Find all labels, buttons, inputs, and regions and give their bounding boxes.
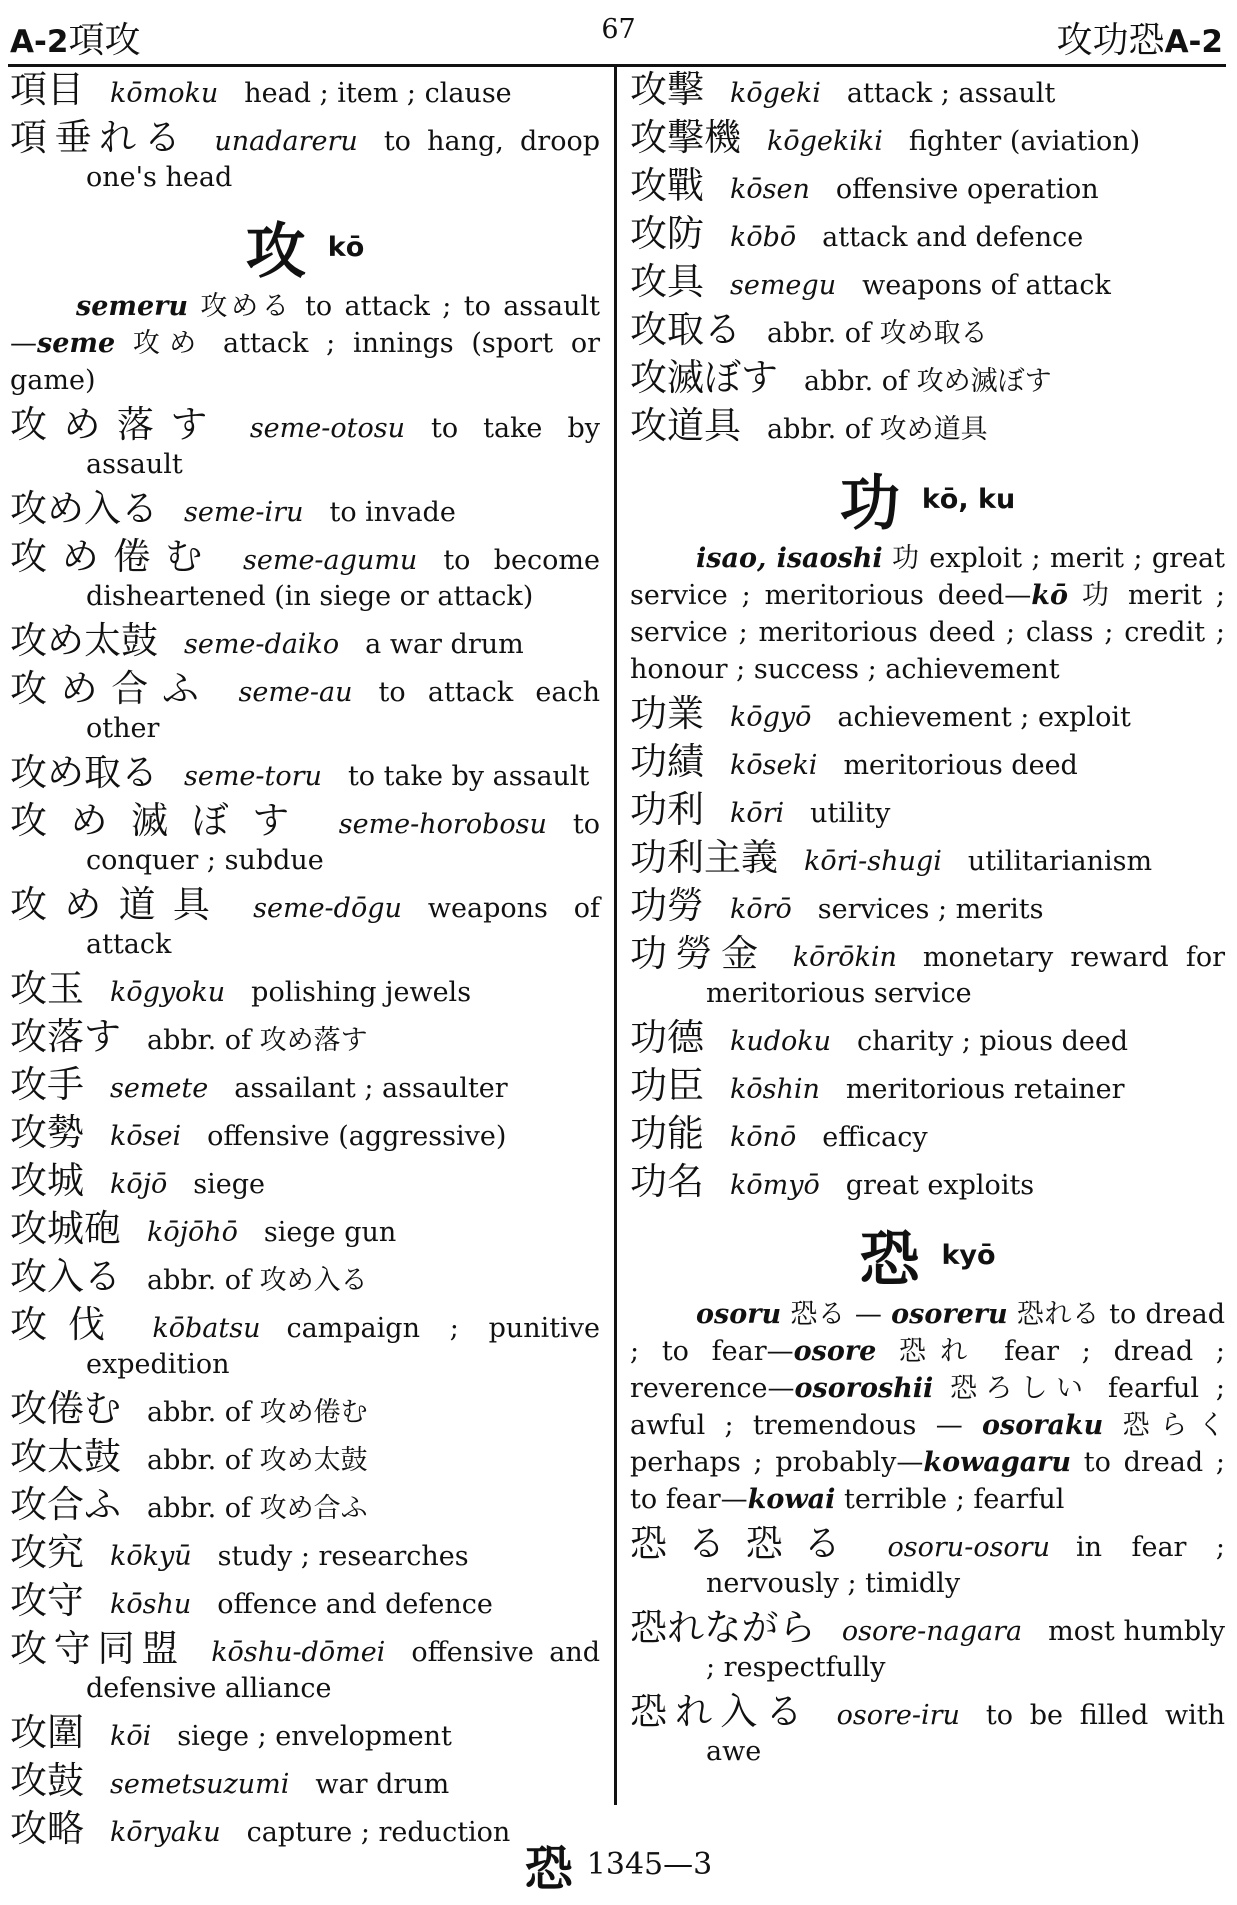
entry-meaning: to take by assault [86,413,600,480]
entry-kanji: 攻手 [10,1063,84,1106]
entry-reading: semete [110,1073,209,1104]
entry-meaning: a war drum [365,629,524,660]
right-column [630,68,1226,1778]
def-text: 恐れ fear ; dread ; reverence— [630,1336,1225,1404]
def-word: osoreru [891,1299,1008,1330]
entry-reading: kōjō [110,1169,168,1200]
entry-kanji: 攻伐 [10,1303,127,1346]
entry-reading: kōjōhō [147,1217,238,1248]
def-word: kowagaru [923,1447,1072,1478]
def-word: isao, isaoshi [696,543,883,574]
entry-kanji: 攻め取る [10,751,158,794]
entry-reading: semegu [730,270,837,301]
dictionary-entry [10,967,600,1011]
entry-reading: kōsei [110,1121,182,1152]
entry-kanji: 攻守 [10,1579,84,1622]
dictionary-entry [630,884,1225,928]
entry-reading: kōgeki [730,78,821,109]
dictionary-entry [10,667,601,747]
header-rule [8,64,1226,67]
entry-kanji: 項垂れる [10,116,189,159]
def-word: osoroshii [794,1373,934,1404]
entry-reading: kōgyoku [110,977,226,1008]
left-entries [10,403,601,1851]
entry-meaning: attack and defence [822,222,1084,253]
entry-kanji: 攻勢 [10,1111,84,1154]
dictionary-entry [630,788,1225,832]
dictionary-entry [10,1435,600,1479]
left-column [10,68,601,1859]
entry-meaning: abbr. of 攻め落す [147,1025,368,1056]
entry-meaning: most humbly ; respectfully [706,1616,1225,1683]
dictionary-entry [10,1015,600,1059]
right-entries-kou [630,692,1225,1204]
entry-reading: kōryaku [110,1817,221,1848]
entry-kanji: 攻落す [10,1015,121,1058]
definition-kyou [630,1296,1225,1518]
entry-reading: kōshu-dōmei [211,1637,386,1668]
entry-reading: kōsen [730,174,810,205]
entry-meaning: abbr. of 攻め入る [147,1265,368,1296]
entry-kanji: 攻滅ぼす [630,356,778,399]
entry-reading: kōkyū [110,1541,192,1572]
dictionary-entry [630,1016,1225,1060]
entry-reading: kōshin [730,1074,820,1105]
entry-meaning: to attack each other [86,677,601,744]
def-text: 攻める to attack ; to assault — [10,291,600,359]
entry-reading: kōbō [730,222,797,253]
entry-reading: kōrōkin [792,942,897,973]
entry-kanji: 攻圍 [10,1711,84,1754]
entry-reading: kōseki [730,750,818,781]
heading-kanji-kou2 [630,456,1225,539]
entry-meaning: to hang, droop one's head [86,126,600,193]
entry-meaning: offensive (aggressive) [207,1121,507,1152]
entry-reading: kōgyō [730,702,812,733]
entry-reading: seme-toru [184,761,322,792]
entry-kanji: 攻合ふ [10,1483,121,1526]
entry-reading: semetsuzumi [110,1769,290,1800]
def-text: 功 exploit ; merit ; great service ; meritorious deed— [630,543,1226,611]
entry-kanji: 攻戰 [630,164,704,207]
dictionary-entry [10,1111,600,1155]
page-footer [0,1830,1237,1899]
entry-meaning: assailant ; assaulter [234,1073,508,1104]
entry-kanji: 功能 [630,1112,704,1155]
dictionary-entry [630,1690,1225,1770]
entry-meaning: abbr. of 攻め合ふ [147,1493,368,1524]
definition-kou [10,288,600,399]
heading-kanji-kou [10,204,600,287]
entry-kanji: 攻太鼓 [10,1435,121,1478]
entry-meaning: abbr. of 攻め太鼓 [147,1445,368,1476]
entry-meaning: achievement ; exploit [837,702,1131,733]
entry-kanji: 攻防 [630,212,704,255]
entry-meaning: services ; merits [817,894,1044,925]
entry-meaning: attack ; assault [846,78,1056,109]
dictionary-entry [630,1522,1226,1602]
def-word: kō [1031,580,1068,611]
entry-kanji: 功臣 [630,1064,704,1107]
dictionary-entry [10,403,600,483]
entry-reading: kōgekiki [767,126,883,157]
right-entries-kyou [630,1522,1226,1770]
def-text: 功 merit ; service ; meritorious deed ; class ; credit ; honour ; success ; achievement [630,580,1225,685]
entry-reading: kōmoku [110,78,219,109]
entry-meaning: weapons of attack [862,270,1111,301]
entry-kanji: 攻め入る [10,487,158,530]
dictionary-entry [10,487,600,531]
entry-reading: seme-horobosu [338,809,547,840]
entry-kanji: 功利 [630,788,704,831]
entry-kanji: 功名 [630,1160,704,1203]
entry-meaning: to conquer ; subdue [86,809,600,876]
entry-reading: osoru-osoru [887,1532,1050,1563]
right-top-entries [630,68,1225,448]
dictionary-entry [630,740,1225,784]
entry-meaning: meritorious deed [843,750,1078,781]
entry-kanji: 功績 [630,740,704,783]
heading-reading: kō [327,231,365,263]
dictionary-entry [10,1711,600,1755]
entry-reading: seme-iru [184,497,304,528]
def-word: semeru [76,291,188,322]
dictionary-entry [10,1759,600,1803]
header-section-left: A-2 [10,24,69,60]
page-number: 67 [601,14,636,45]
header-right [1057,12,1223,63]
entry-kanji: 功勞 [630,884,704,927]
entry-meaning: monetary reward for meritorious service [706,942,1225,1009]
entry-reading: kōbatsu [152,1313,261,1344]
entry-kanji: 功業 [630,692,704,735]
dictionary-entry [630,1160,1225,1204]
entry-reading: kōmyō [730,1170,820,1201]
entry-meaning: fighter (aviation) [908,126,1141,157]
entry-kanji: 功利主義 [630,836,778,879]
entry-meaning: head ; item ; clause [244,78,512,109]
heading-char: 恐 [859,1225,920,1295]
entry-reading: kōrō [730,894,792,925]
heading-char: 攻 [245,217,306,287]
dictionary-entry [10,1483,600,1527]
def-word: osoraku [982,1410,1104,1441]
entry-meaning: abbr. of 攻め滅ぼす [804,366,1052,397]
entry-kanji: 攻め落す [10,403,224,446]
entry-meaning: utilitarianism [967,846,1153,877]
heading-reading: kyō [941,1239,996,1271]
entry-kanji: 攻略 [10,1807,84,1850]
dictionary-entry [630,116,1225,160]
def-text: 恐らく perhaps ; probably— [630,1410,1225,1478]
dictionary-entry [630,164,1225,208]
entry-kanji: 項目 [10,68,84,111]
entry-reading: kōshu [110,1589,192,1620]
dictionary-entry [10,1255,600,1299]
entry-meaning: in fear ; nervously ; timidly [706,1532,1226,1599]
dictionary-entry [630,212,1225,256]
dictionary-entry [630,1064,1225,1108]
entry-kanji: 攻玉 [10,967,84,1010]
entry-kanji: 恐れ入る [630,1690,811,1733]
def-text: 恐る — [790,1299,882,1330]
dictionary-entry [10,1159,600,1203]
entry-kanji: 恐れながら [630,1606,816,1649]
entry-reading: seme-agumu [243,545,418,576]
def-word: osoru [696,1299,782,1330]
def-text: terrible ; fearful [843,1484,1065,1515]
dictionary-entry [630,1112,1225,1156]
entry-reading: kōnō [730,1122,797,1153]
dictionary-entry [630,932,1225,1012]
dictionary-entry [10,1063,600,1107]
dictionary-entry [10,1207,600,1251]
dictionary-entry [630,692,1225,736]
entry-kanji: 功德 [630,1016,704,1059]
entry-reading: seme-otosu [249,413,405,444]
page-header [0,8,1237,61]
heading-kanji-kyou [630,1212,1225,1295]
entry-kanji: 攻擊機 [630,116,741,159]
entry-kanji: 攻城砲 [10,1207,121,1250]
dictionary-entry [10,799,600,879]
entry-kanji: 攻め太鼓 [10,619,158,662]
heading-char: 功 [839,469,900,539]
entry-reading: unadareru [214,126,358,157]
entry-meaning: to be filled with awe [706,1700,1225,1767]
entry-reading: seme-daiko [184,629,340,660]
entry-meaning: to take by assault [347,761,590,792]
dictionary-entry [630,1606,1225,1686]
entry-meaning: abbr. of 攻め道具 [767,414,988,445]
dictionary-entry [630,260,1225,304]
dictionary-entry [10,751,600,795]
entry-kanji: 攻取る [630,308,741,351]
entry-kanji: 攻具 [630,260,704,303]
entry-meaning: abbr. of 攻め取る [767,318,988,349]
def-text: to dread ; to fear— [630,1447,1225,1515]
entry-meaning: siege [193,1169,265,1200]
entry-reading: kudoku [730,1026,832,1057]
entry-meaning: charity ; pious deed [857,1026,1129,1057]
entry-kanji: 攻擊 [630,68,704,111]
entry-meaning: siege gun [263,1217,397,1248]
entry-kanji: 攻め合ふ [10,667,213,710]
dictionary-entry [10,883,600,963]
entry-meaning: offence and defence [217,1589,493,1620]
entry-kanji: 攻鼓 [10,1759,84,1802]
entry-meaning: offensive and defensive alliance [86,1637,601,1704]
entry-reading: kōri [730,798,785,829]
entry-kanji: 攻め倦む [10,535,218,578]
entry-meaning: abbr. of 攻め倦む [147,1397,368,1428]
dictionary-entry [630,836,1225,880]
entry-reading: seme-dōgu [253,893,402,924]
entry-meaning: war drum [315,1769,450,1800]
entry-kanji: 恐る恐る [630,1522,862,1565]
def-word: kowai [747,1484,836,1515]
dictionary-entry [630,68,1225,112]
entry-meaning: efficacy [822,1122,928,1153]
entry-kanji: 攻入る [10,1255,121,1298]
dictionary-entry [10,535,600,615]
definition-kou2 [630,540,1225,688]
entry-kanji: 攻め道具 [10,883,228,926]
entry-kanji: 攻道具 [630,404,741,447]
left-top-entries [10,68,600,196]
entry-meaning: to become disheartened (in siege or attack) [86,545,600,612]
entry-meaning: siege ; envelopment [177,1721,452,1752]
header-right-chars: 攻功恐 [1056,20,1165,61]
entry-kanji: 攻め滅ぼす [10,799,313,842]
dictionary-entry [10,1531,600,1575]
entry-kanji: 攻究 [10,1531,84,1574]
entry-meaning: meritorious retainer [845,1074,1125,1105]
dictionary-entry [10,1579,600,1623]
entry-meaning: study ; researches [217,1541,469,1572]
entry-meaning: capture ; reduction [246,1817,511,1848]
def-text: 攻め attack ; innings (sport or game) [10,328,600,396]
entry-meaning: utility [810,798,891,829]
dictionary-entry [630,308,1225,352]
dictionary-entry [10,619,600,663]
entry-meaning: weapons of attack [86,893,600,960]
dictionary-entry [630,356,1225,400]
entry-reading: seme-au [238,677,353,708]
entry-kanji: 攻守同盟 [10,1627,186,1670]
entry-meaning: great exploits [845,1170,1035,1201]
entry-reading: kōi [110,1721,152,1752]
entry-reading: osore-nagara [841,1616,1023,1647]
def-text: 恐れる to dread ; to fear— [630,1299,1225,1367]
footer-kanji: 恐 [524,1841,573,1897]
dictionary-entry [10,1627,601,1707]
def-word: osore [793,1336,877,1367]
entry-kanji: 攻倦む [10,1387,121,1430]
footer-code: 1345—3 [586,1847,713,1882]
entry-reading: kōri-shugi [804,846,942,877]
heading-reading: kō, ku [921,483,1016,515]
dictionary-entry [10,1303,600,1383]
entry-meaning: to invade [329,497,456,528]
dictionary-entry [630,404,1225,448]
entry-meaning: campaign ; punitive expedition [86,1313,600,1380]
header-section-right: A-2 [1164,24,1223,60]
dictionary-entry [10,68,600,112]
entry-meaning: offensive operation [835,174,1099,205]
entry-kanji: 功勞金 [630,932,767,975]
header-left-chars: 項攻 [68,20,141,61]
def-word: seme [37,328,116,359]
entry-kanji: 攻城 [10,1159,84,1202]
def-text: 恐ろしい fearful ; awful ; tremendous — [630,1373,1225,1441]
column-divider [614,67,617,1805]
dictionary-entry [10,116,600,196]
entry-meaning: polishing jewels [251,977,472,1008]
entry-reading: osore-iru [836,1700,960,1731]
dictionary-entry [10,1387,600,1431]
